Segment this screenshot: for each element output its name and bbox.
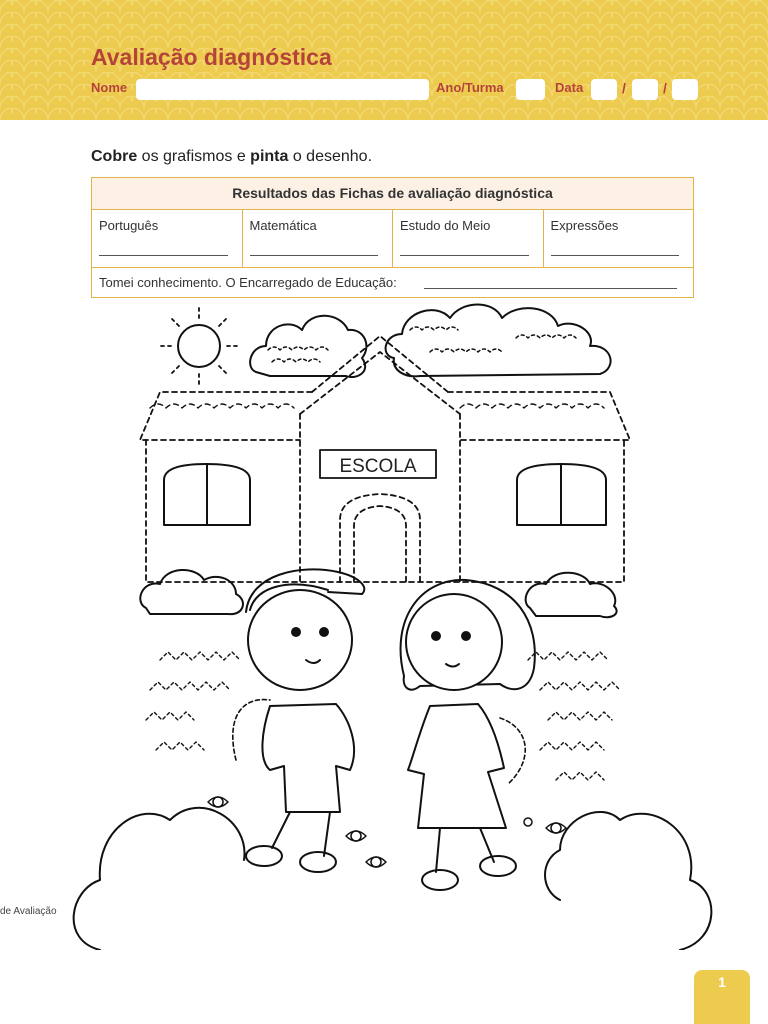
subject-label: Expressões — [550, 218, 619, 233]
instruction — [91, 148, 372, 166]
school-window-right — [517, 464, 606, 525]
school-sign — [320, 450, 436, 478]
name-field[interactable] — [136, 79, 429, 100]
bushes — [74, 570, 712, 950]
guardian-signature-row[interactable] — [92, 268, 693, 299]
coloring-drawing — [0, 300, 768, 950]
page-number-tab — [694, 970, 750, 1024]
write-line — [551, 255, 680, 256]
date-year-field[interactable] — [672, 79, 698, 100]
instruction-text: o desenho. — [288, 148, 373, 165]
school-sign-text: ESCOLA — [339, 456, 417, 477]
subject-cell-expressoes[interactable] — [544, 210, 694, 267]
instruction-verb-trace: Cobre — [91, 148, 138, 165]
date-day-field[interactable] — [591, 79, 617, 100]
flowers — [208, 797, 566, 867]
instruction-verb-paint: pinta — [250, 148, 289, 165]
cloud-right — [386, 305, 611, 377]
signature-line — [424, 288, 677, 289]
sun — [161, 308, 237, 384]
date-label: Data — [555, 80, 584, 95]
subject-label: Matemática — [249, 218, 317, 233]
page-number: 1 — [718, 974, 726, 990]
side-label: de Avaliação — [0, 906, 57, 917]
name-label: Nome — [91, 80, 128, 95]
class-label: Ano/Turma — [436, 80, 504, 95]
date-month-field[interactable] — [632, 79, 658, 100]
write-line — [99, 255, 228, 256]
subject-cell-matematica[interactable] — [243, 210, 394, 267]
cloud-left — [250, 316, 366, 377]
subjects-row — [92, 210, 693, 268]
subject-label: Estudo do Meio — [400, 218, 491, 233]
boy-figure — [233, 569, 365, 872]
subject-label: Português — [99, 218, 159, 233]
page-title: Avaliação diagnóstica — [91, 44, 332, 70]
subject-cell-portugues[interactable] — [92, 210, 243, 267]
subject-cell-estudo-do-meio[interactable] — [393, 210, 544, 267]
guardian-signature-label: Tomei conhecimento. O Encarregado de Educação: — [99, 275, 397, 290]
class-field[interactable] — [516, 79, 545, 100]
zigzag-tracing — [146, 652, 620, 780]
page-header — [0, 0, 768, 120]
girl-figure — [401, 580, 535, 890]
write-line — [400, 255, 529, 256]
date-separator: / — [663, 80, 667, 96]
instruction-text: os grafismos e — [137, 148, 251, 165]
school-window-left — [164, 464, 250, 525]
write-line — [250, 255, 379, 256]
results-table-title: Resultados das Fichas de avaliação diagnóstica — [92, 178, 693, 210]
results-table — [91, 177, 694, 298]
date-separator: / — [622, 80, 626, 96]
